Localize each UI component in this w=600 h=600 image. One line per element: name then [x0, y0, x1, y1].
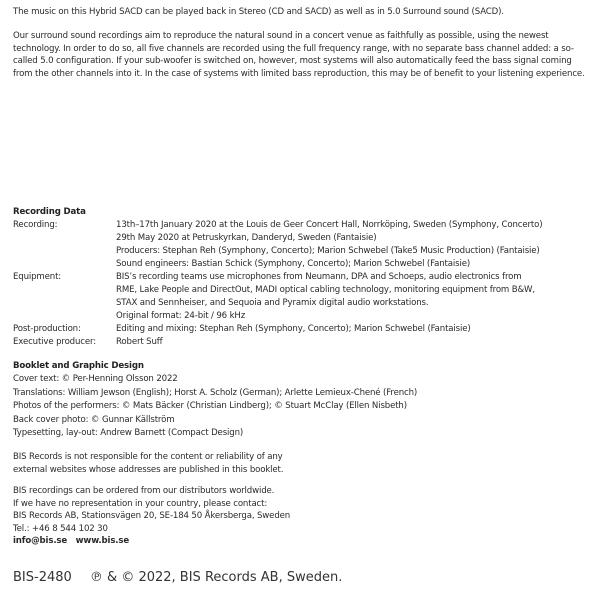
- ordering-section: [13, 485, 290, 548]
- row-label: Equipment:: [13, 272, 62, 283]
- booklet-line: Cover text: © Per-Henning Olsson 2022: [13, 374, 178, 385]
- booklet-line: Back cover photo: © Gunnar Källström: [13, 414, 175, 425]
- value-line: Editing and mixing: Stephan Reh (Symphony, Concerto); Marion Schwebel (Fantaisie): [116, 323, 471, 334]
- surround-sound-note: Our surround sound recordings aim to reproduce the natural sound in a concert venue as faithfully as possible, using the newest technology. In order to do so, all five channels are recorded using the full frequency range, with no separate bass channel added: a so-called 5.0 configuration. If your sub-woofer is switched on, however, most systems will also automatically feed the bass signal coming from the other channels into it. In the case of systems with limited bass reproduction, this may be of benefit to your listening experience.: [13, 31, 585, 79]
- value-line: STAX and Sennheiser, and Sequoia and Pyramix digital audio workstations.: [116, 297, 429, 308]
- row-label: Post-production:: [13, 323, 81, 334]
- value-line: BIS’s recording teams use microphones from Neumann, DPA and Schoeps, audio electronics from: [116, 272, 522, 283]
- executive-producer-row: [13, 336, 598, 349]
- recording-row: [13, 219, 598, 271]
- disclaimer-line: external websites whose addresses are published in this booklet.: [13, 464, 284, 475]
- recording-data-heading: Recording Data: [13, 207, 86, 217]
- row-label: Executive producer:: [13, 336, 96, 347]
- row-value: [116, 271, 598, 323]
- intro-paragraph-2: [13, 30, 588, 80]
- value-line: RME, Lake People and DirectOut, MADI optical cabling technology, monitoring equipment from B&W,: [116, 284, 535, 295]
- copyright-notice: ℗ & © 2022, BIS Records AB, Sweden.: [89, 570, 343, 585]
- catalog-number: BIS-2480: [13, 570, 72, 585]
- ordering-line: If we have no representation in your country, please contact:: [13, 498, 268, 509]
- intro-paragraph-1: [13, 6, 593, 19]
- value-line: 29th May 2020 at Petruskyrkan, Danderyd, Sweden (Fantaisie): [116, 233, 377, 244]
- sacd-playback-note: The music on this Hybrid SACD can be played back in Stereo (CD and SACD) as well as in 5.0 Surround sound (SACD).: [13, 7, 504, 17]
- post-production-row: [13, 323, 598, 336]
- value-line: 13th–17th January 2020 at the Louis de Geer Concert Hall, Norrköping, Sweden (Symphony, Concerto): [116, 220, 543, 231]
- ordering-line: Tel.: +46 8 544 102 30: [13, 523, 108, 534]
- email-link[interactable]: info@bis.se: [13, 536, 68, 547]
- value-line: Robert Suff: [116, 336, 163, 347]
- footer: [13, 570, 356, 585]
- row-value: [116, 336, 598, 349]
- ordering-line: BIS recordings can be ordered from our distributors worldwide.: [13, 486, 275, 496]
- disclaimer-line: BIS Records is not responsible for the content or reliability of any: [13, 452, 283, 462]
- booklet-heading: Booklet and Graphic Design: [13, 361, 144, 371]
- row-value: [116, 219, 598, 271]
- disclaimer-section: [13, 451, 283, 476]
- value-line: Producers: Stephan Reh (Symphony, Concerto); Marion Schwebel (Take5 Music Production) (Fantaisie): [116, 246, 540, 257]
- row-label: Recording:: [13, 220, 58, 231]
- website-link[interactable]: www.bis.se: [75, 536, 130, 547]
- contact-links: [13, 535, 290, 548]
- value-line: Sound engineers: Bastian Schick (Symphony, Concerto); Marion Schwebel (Fantaisie): [116, 259, 471, 270]
- row-value: [116, 323, 598, 336]
- booklet-line: Photos of the performers: © Mats Bäcker (Christian Lindberg); © Stuart McClay (Ellen Nisbeth): [13, 401, 407, 412]
- recording-data-section: [13, 206, 598, 348]
- value-line: Original format: 24-bit / 96 kHz: [116, 310, 246, 321]
- booklet-line: Typesetting, lay-out: Andrew Barnett (Compact Design): [13, 428, 244, 439]
- equipment-row: [13, 271, 598, 323]
- ordering-line: BIS Records AB, Stationsvägen 20, SE-184 50 Åkersberga, Sweden: [13, 511, 291, 522]
- booklet-section: [13, 360, 417, 440]
- booklet-line: Translations: William Jewson (English); Horst A. Scholz (German); Arlette Lemieux-Chené (French): [13, 387, 418, 398]
